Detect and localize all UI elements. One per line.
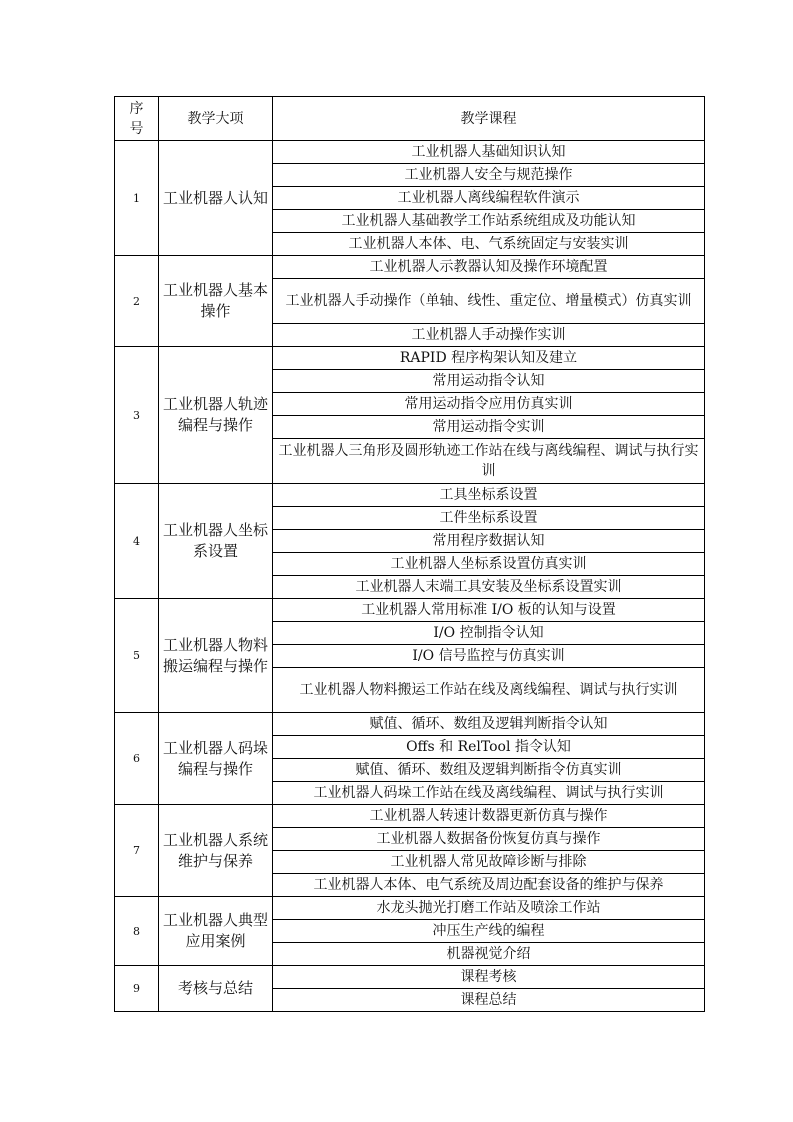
course-cell: 机器视觉介绍 bbox=[273, 943, 705, 966]
header-teaching-course: 教学课程 bbox=[273, 97, 705, 141]
header-serial-number: 序号 bbox=[115, 97, 159, 141]
course-cell: I/O 控制指令认知 bbox=[273, 622, 705, 645]
serial-number-cell: 8 bbox=[115, 897, 159, 966]
course-cell: 工件坐标系设置 bbox=[273, 507, 705, 530]
teaching-item-cell: 工业机器人码垛编程与操作 bbox=[159, 713, 273, 805]
course-cell: 工业机器人数据备份恢复仿真与操作 bbox=[273, 828, 705, 851]
course-cell: 工业机器人转速计数器更新仿真与操作 bbox=[273, 805, 705, 828]
serial-number-cell: 5 bbox=[115, 599, 159, 713]
teaching-item-cell: 工业机器人轨迹编程与操作 bbox=[159, 347, 273, 484]
table-row bbox=[115, 141, 705, 164]
course-cell: 冲压生产线的编程 bbox=[273, 920, 705, 943]
course-cell: 常用程序数据认知 bbox=[273, 530, 705, 553]
course-cell: 工业机器人常用标准 I/O 板的认知与设置 bbox=[273, 599, 705, 622]
course-cell: 工业机器人安全与规范操作 bbox=[273, 164, 705, 187]
table-body bbox=[115, 141, 705, 1012]
course-cell: 常用运动指令应用仿真实训 bbox=[273, 393, 705, 416]
teaching-item-cell: 工业机器人物料搬运编程与操作 bbox=[159, 599, 273, 713]
course-cell: 常用运动指令认知 bbox=[273, 370, 705, 393]
course-cell: 水龙头抛光打磨工作站及喷涂工作站 bbox=[273, 897, 705, 920]
course-cell: 工业机器人坐标系设置仿真实训 bbox=[273, 553, 705, 576]
course-cell: 工业机器人本体、电、气系统固定与安装实训 bbox=[273, 233, 705, 256]
course-cell: 工业机器人三角形及圆形轨迹工作站在线与离线编程、调试与执行实训 bbox=[273, 439, 705, 484]
teaching-item-cell: 工业机器人坐标系设置 bbox=[159, 484, 273, 599]
table-row bbox=[115, 805, 705, 828]
serial-number-cell: 3 bbox=[115, 347, 159, 484]
course-cell: 赋值、循环、数组及逻辑判断指令认知 bbox=[273, 713, 705, 736]
course-cell: I/O 信号监控与仿真实训 bbox=[273, 645, 705, 668]
teaching-item-cell: 工业机器人基本操作 bbox=[159, 256, 273, 347]
table-row bbox=[115, 713, 705, 736]
course-cell: Offs 和 RelTool 指令认知 bbox=[273, 736, 705, 759]
course-cell: 工业机器人手动操作实训 bbox=[273, 324, 705, 347]
table-row bbox=[115, 256, 705, 279]
course-cell: 工业机器人手动操作（单轴、线性、重定位、增量模式）仿真实训 bbox=[273, 279, 705, 324]
course-cell: 课程总结 bbox=[273, 989, 705, 1012]
table-row bbox=[115, 484, 705, 507]
table-row bbox=[115, 897, 705, 920]
course-cell: 工业机器人基础教学工作站系统组成及功能认知 bbox=[273, 210, 705, 233]
course-cell: 工业机器人常见故障诊断与排除 bbox=[273, 851, 705, 874]
table-row bbox=[115, 966, 705, 989]
course-cell: RAPID 程序构架认知及建立 bbox=[273, 347, 705, 370]
course-cell: 工业机器人物料搬运工作站在线及离线编程、调试与执行实训 bbox=[273, 668, 705, 713]
course-cell: 工业机器人示教器认知及操作环境配置 bbox=[273, 256, 705, 279]
serial-number-cell: 6 bbox=[115, 713, 159, 805]
course-cell: 赋值、循环、数组及逻辑判断指令仿真实训 bbox=[273, 759, 705, 782]
teaching-item-cell: 工业机器人认知 bbox=[159, 141, 273, 256]
teaching-item-cell: 考核与总结 bbox=[159, 966, 273, 1012]
curriculum-table bbox=[114, 96, 705, 1012]
teaching-item-cell: 工业机器人系统维护与保养 bbox=[159, 805, 273, 897]
serial-number-cell: 2 bbox=[115, 256, 159, 347]
course-cell: 常用运动指令实训 bbox=[273, 416, 705, 439]
course-cell: 工业机器人码垛工作站在线及离线编程、调试与执行实训 bbox=[273, 782, 705, 805]
course-cell: 工具坐标系设置 bbox=[273, 484, 705, 507]
course-cell: 课程考核 bbox=[273, 966, 705, 989]
course-cell: 工业机器人本体、电气系统及周边配套设备的维护与保养 bbox=[273, 874, 705, 897]
teaching-item-cell: 工业机器人典型应用案例 bbox=[159, 897, 273, 966]
header-teaching-item: 教学大项 bbox=[159, 97, 273, 141]
header-row bbox=[115, 97, 705, 141]
course-cell: 工业机器人离线编程软件演示 bbox=[273, 187, 705, 210]
serial-number-cell: 7 bbox=[115, 805, 159, 897]
serial-number-cell: 9 bbox=[115, 966, 159, 1012]
serial-number-cell: 1 bbox=[115, 141, 159, 256]
serial-number-cell: 4 bbox=[115, 484, 159, 599]
course-cell: 工业机器人基础知识认知 bbox=[273, 141, 705, 164]
course-cell: 工业机器人末端工具安装及坐标系设置实训 bbox=[273, 576, 705, 599]
table-row bbox=[115, 347, 705, 370]
table-row bbox=[115, 599, 705, 622]
